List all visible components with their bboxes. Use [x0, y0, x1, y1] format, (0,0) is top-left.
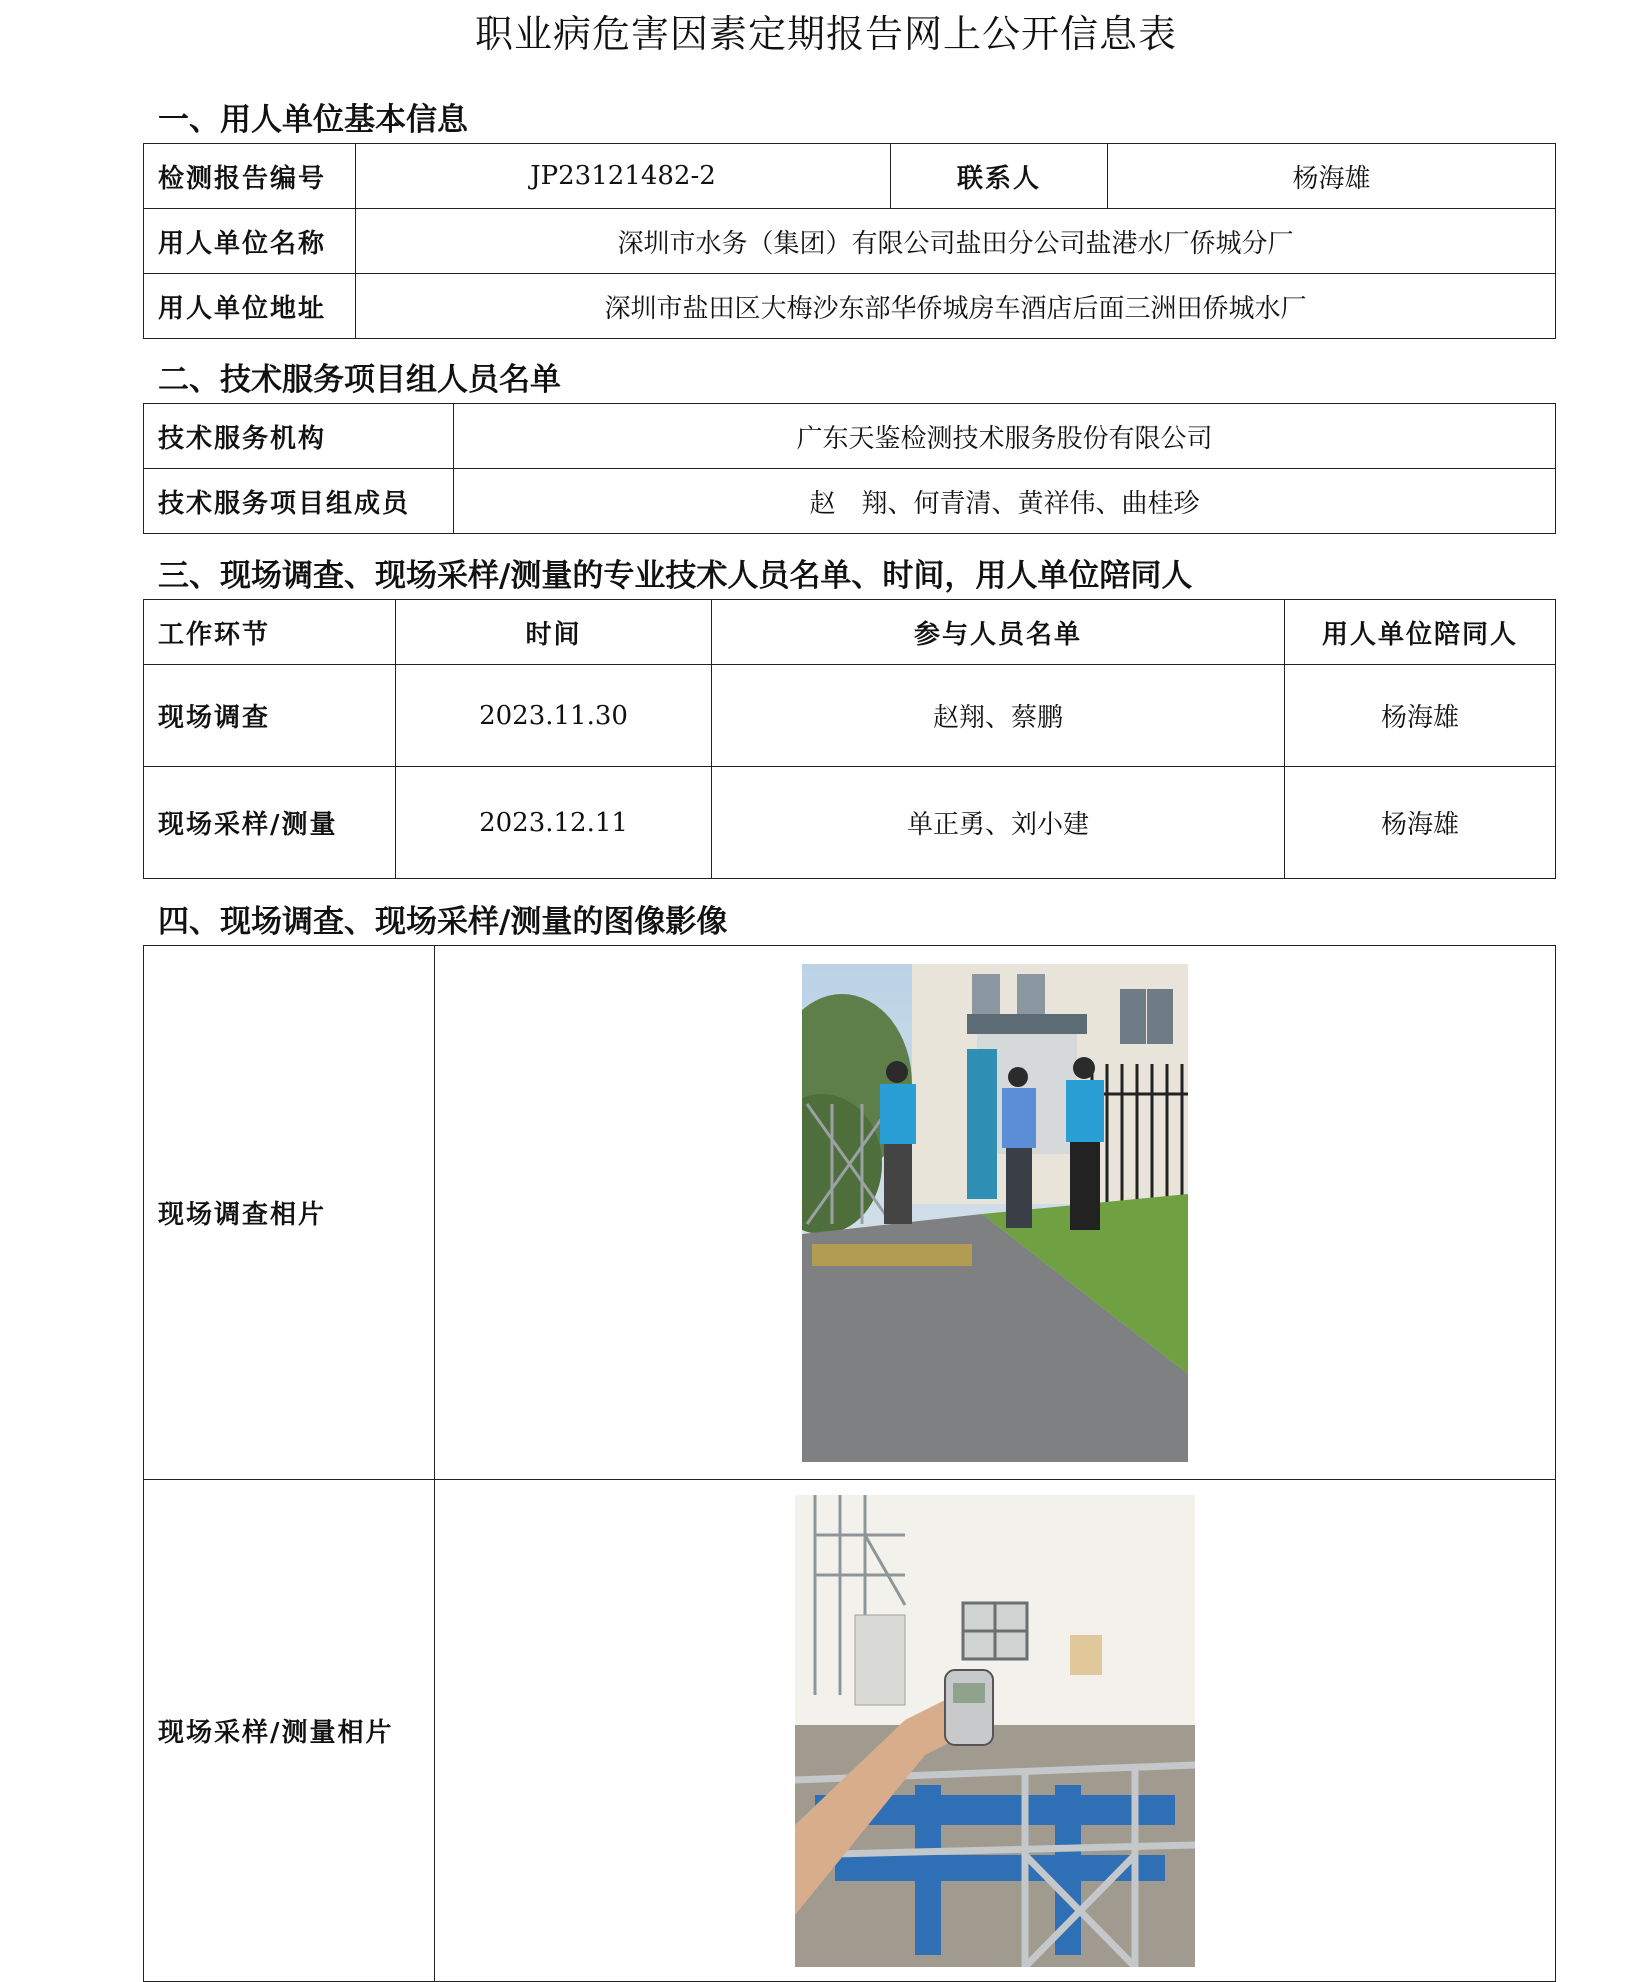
section4-heading: 四、现场调查、现场采样/测量的图像影像: [158, 904, 728, 940]
table-row: [144, 665, 1556, 767]
report-no-value: JP23121482-2: [356, 144, 891, 209]
section3-heading: 三、现场调查、现场采样/测量的专业技术人员名单、时间，用人单位陪同人: [158, 558, 1193, 594]
survey-photo-cell: [435, 946, 1556, 1480]
page-title: 职业病危害因素定期报告网上公开信息表: [474, 12, 1177, 56]
field-work-table: [143, 599, 1556, 879]
header-stage: 工作环节: [144, 600, 396, 665]
row-staff: 单正勇、刘小建: [712, 767, 1285, 879]
row-staff: 赵翔、蔡鹏: [712, 665, 1285, 767]
company-value: 深圳市水务（集团）有限公司盐田分公司盐港水厂侨城分厂: [356, 209, 1556, 274]
survey-photo-label: 现场调查相片: [144, 946, 435, 1480]
report-no-label: 检测报告编号: [144, 144, 356, 209]
section1-heading: 一、用人单位基本信息: [158, 102, 468, 138]
photo-table: [143, 945, 1556, 1982]
contact-label: 联系人: [891, 144, 1108, 209]
table-row: [144, 274, 1556, 339]
row-stage: 现场采样/测量: [144, 767, 396, 879]
row-date: 2023.11.30: [396, 665, 712, 767]
survey-photo: [802, 964, 1188, 1462]
org-value: 广东天鉴检测技术服务股份有限公司: [454, 404, 1556, 469]
table-row: [144, 404, 1556, 469]
row-escort: 杨海雄: [1285, 767, 1556, 879]
sampling-photo-label: 现场采样/测量相片: [144, 1480, 435, 1982]
sampling-photo-cell: [435, 1480, 1556, 1982]
table-row: [144, 767, 1556, 879]
members-label: 技术服务项目组成员: [144, 469, 454, 534]
sampling-photo: [795, 1495, 1195, 1967]
address-label: 用人单位地址: [144, 274, 356, 339]
table-row: [144, 946, 1556, 1480]
basic-info-table: [143, 143, 1556, 339]
company-label: 用人单位名称: [144, 209, 356, 274]
header-escort: 用人单位陪同人: [1285, 600, 1556, 665]
table-row: [144, 209, 1556, 274]
members-value: 赵 翔、何青清、黄祥伟、曲桂珍: [454, 469, 1556, 534]
address-value: 深圳市盐田区大梅沙东部华侨城房车酒店后面三洲田侨城水厂: [356, 274, 1556, 339]
row-stage: 现场调查: [144, 665, 396, 767]
table-row: [144, 469, 1556, 534]
row-escort: 杨海雄: [1285, 665, 1556, 767]
service-team-table: [143, 403, 1556, 534]
contact-value: 杨海雄: [1108, 144, 1556, 209]
row-date: 2023.12.11: [396, 767, 712, 879]
header-staff: 参与人员名单: [712, 600, 1285, 665]
header-date: 时间: [396, 600, 712, 665]
table-row: [144, 1480, 1556, 1982]
table-row: [144, 144, 1556, 209]
org-label: 技术服务机构: [144, 404, 454, 469]
section2-heading: 二、技术服务项目组人员名单: [158, 362, 561, 398]
table-header-row: [144, 600, 1556, 665]
